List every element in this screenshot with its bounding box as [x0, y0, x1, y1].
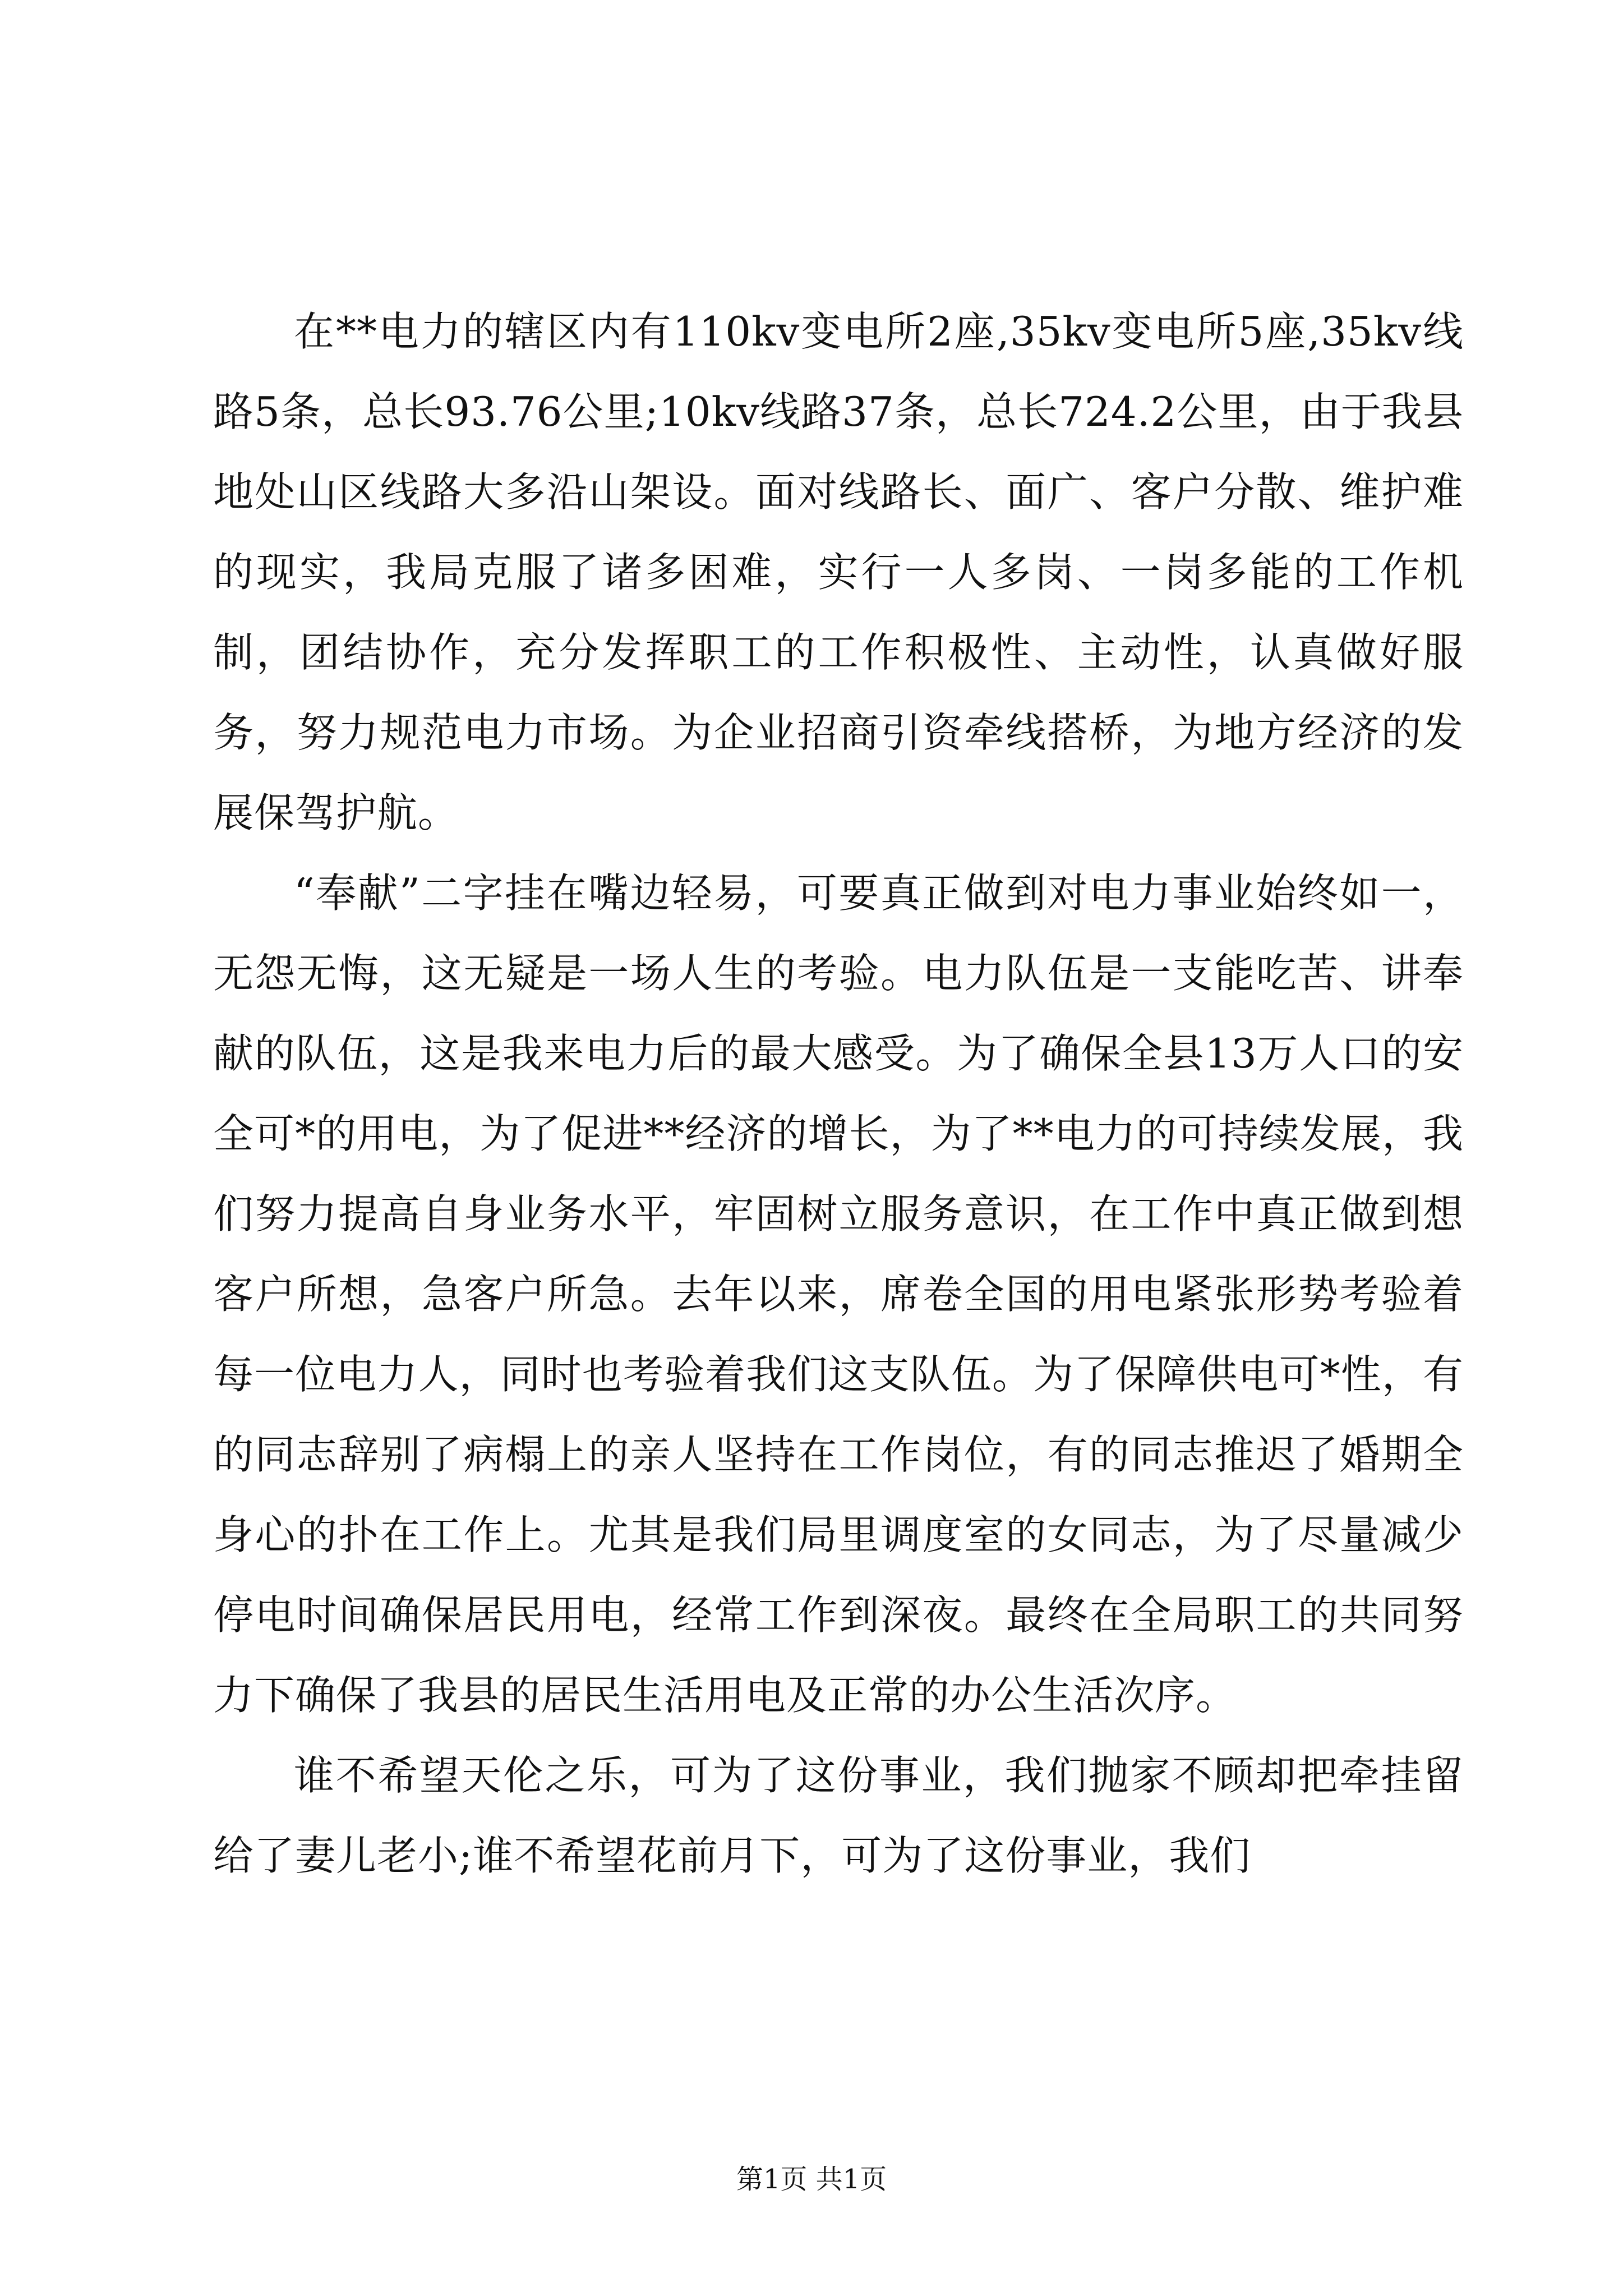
page-footer: 第1页 共1页: [736, 2164, 887, 2195]
paragraph-2: “奉献”二字挂在嘴边轻易，可要真正做到对电力事业始终如一，无怨无悔，这无疑是一场人生的考验。电力队伍是一支能吃苦、讲奉献的队伍，这是我来电力后的最大感受。为了确保全县13万人口的安全可*的用电，为了促进**经济的增长，为了**电力的可持续发展，我们努力提高自身业务水平，牢固树立服务意识，在工作中真正做到想客户所想，急客户所急。去年以来，席卷全国的用电紧张形势考验着每一位电力人，同时也考验着我们这支队伍。为了保障供电可*性，有的同志辞别了病榻上的亲人坚持在工作岗位，有的同志推迟了婚期全身心的扑在工作上。尤其是我们局里调度室的女同志，为了尽量减少停电时间确保居民用电，经常工作到深夜。最终在全局职工的共同努力下确保了我县的居民生活用电及正常的办公生活次序。: [213, 869, 1464, 1719]
document-body: [213, 292, 1464, 1896]
paragraph-1: 在**电力的辖区内有110kv变电所2座,35kv变电所5座,35kv线路5条，总长93.76公里;10kv线路37条，总长724.2公里，由于我县地处山区线路大多沿山架设。面对线路长、面广、客户分散、维护难的现实，我局克服了诸多困难，实行一人多岗、一岗多能的工作机制，团结协作，充分发挥职工的工作积极性、主动性，认真做好服务，努力规范电力市场。为企业招商引资牵线搭桥，为地方经济的发展保驾护航。: [213, 308, 1464, 836]
paragraph-3: 谁不希望天伦之乐，可为了这份事业，我们抛家不顾却把牵挂留给了妻儿老小;谁不希望花前月下，可为了这份事业，我们: [213, 1752, 1464, 1879]
